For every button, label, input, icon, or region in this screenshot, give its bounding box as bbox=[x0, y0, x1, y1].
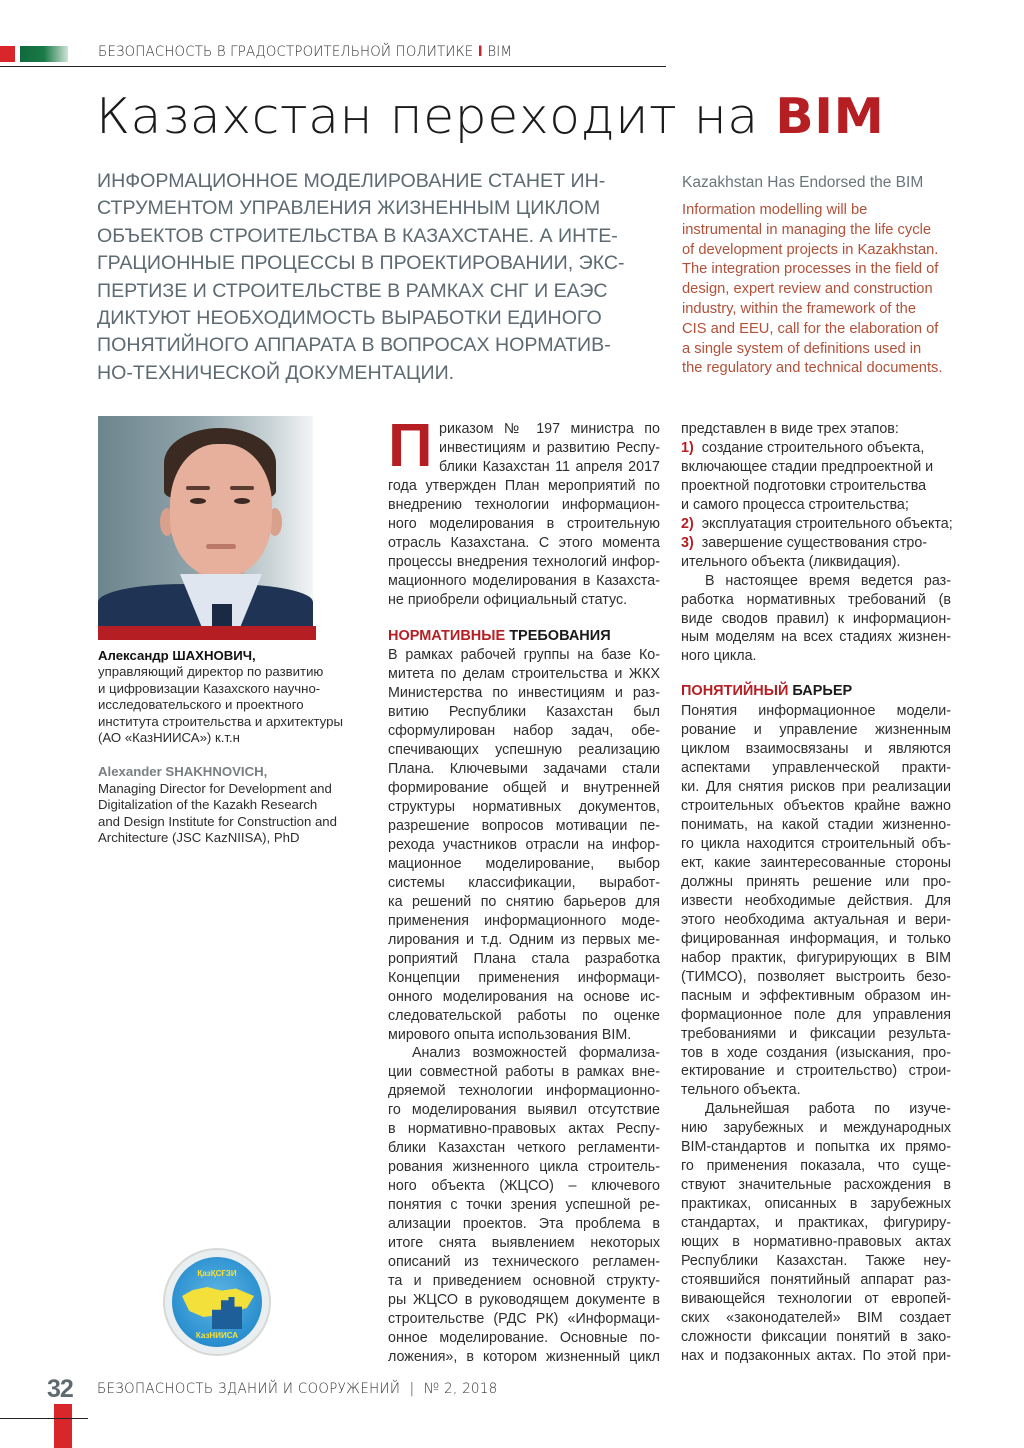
body-column-1 bbox=[388, 477, 660, 1367]
kazniisa-logo bbox=[163, 1248, 271, 1356]
text-line: Дальнейшая работа по изуче- bbox=[705, 1101, 951, 1118]
subheading-black: ТРЕБОВАНИЯ bbox=[509, 627, 611, 644]
author-role-en: Managing Director for Development and bbox=[98, 780, 332, 796]
text-line: не приобрели официальный статус. bbox=[388, 591, 628, 608]
text-line: лирования и т.д. Одним из первых ме- bbox=[388, 931, 660, 948]
stage-text: эксплуатация строительного объекта; bbox=[701, 515, 953, 532]
title-accent: BIM bbox=[775, 88, 885, 145]
english-line: CIS and EEU, call for the elaboration of bbox=[682, 320, 939, 337]
text-line: строительстве (РДС РК) «Информаци- bbox=[388, 1310, 660, 1327]
lead-line: СТРУМЕНТОМ УПРАВЛЕНИЯ ЖИЗНЕННЫМ ЦИКЛОМ bbox=[97, 197, 601, 220]
article-title bbox=[96, 88, 884, 145]
author-role-en: and Design Institute for Construction and bbox=[98, 813, 337, 829]
text-line: ложения», в котором жизненный цикл bbox=[388, 1348, 660, 1365]
lead-line: ИНФОРМАЦИОННОЕ МОДЕЛИРОВАНИЕ СТАНЕТ ИН- bbox=[97, 170, 606, 192]
author-role-ru: института строительства и архитектуры bbox=[98, 713, 343, 729]
logo-emblem bbox=[172, 1257, 262, 1347]
body-column-2 bbox=[681, 420, 951, 1366]
english-line: instrumental in managing the life cycle bbox=[682, 221, 931, 238]
header-red-block bbox=[0, 46, 15, 62]
stage-number: 3) bbox=[681, 534, 694, 551]
author-role-en: Architecture (JSC KazNIISA), PhD bbox=[98, 830, 300, 846]
text-line: (ТИМСО), позволяет выстроить безо- bbox=[681, 968, 951, 985]
text-line: ектирование и строительство) строи- bbox=[681, 1063, 951, 1080]
author-role-en: Digitalization of the Kazakh Research bbox=[98, 797, 318, 813]
text-line: онное моделирование. Основные по- bbox=[388, 1329, 660, 1346]
text-line: блики Казахстан 11 апреля 2017 bbox=[439, 458, 660, 475]
section-header bbox=[98, 44, 512, 60]
photo-brow bbox=[186, 486, 210, 490]
text-line: ект, какие заинтересованные стороны bbox=[681, 854, 951, 871]
text-line: рование и управление жизненным bbox=[681, 722, 951, 739]
english-title: Kazakhstan Has Endorsed the BIM bbox=[682, 174, 924, 191]
subheading-black: БАРЬЕР bbox=[792, 683, 853, 700]
text-line: понятия с точки зрения успешной ре- bbox=[388, 1197, 660, 1214]
section-separator: I bbox=[477, 44, 483, 60]
text-line: мационного моделирования в Казахста- bbox=[388, 572, 660, 589]
text-line: внедрению технологии информацион- bbox=[388, 496, 660, 513]
text-line: разрешение вопросов мотивации пе- bbox=[388, 818, 660, 835]
text-line: практиках, описанных в зарубежных bbox=[681, 1196, 951, 1213]
author-name-ru: Александр ШАХНОВИЧ, bbox=[98, 648, 256, 663]
text-line: нах и подзаконных актах. По этой при- bbox=[681, 1347, 951, 1364]
text-line: онного моделирования на основе ис- bbox=[388, 988, 660, 1005]
text-line: ализации проектов. Эта проблема в bbox=[388, 1216, 660, 1233]
text-line: Понятия информационное модели- bbox=[681, 703, 951, 720]
text-line: ции совместной работы в рамках вне- bbox=[388, 1064, 660, 1081]
subheading-red: НОРМАТИВНЫЕ bbox=[388, 627, 506, 644]
text-line: ских «законодателей» BIM создает bbox=[681, 1309, 951, 1326]
text-line: вивающейся технологии от европей- bbox=[681, 1290, 951, 1307]
footer-separator: | bbox=[409, 1381, 415, 1397]
author-photo bbox=[98, 416, 313, 628]
text-line: рования жизненного цикла строитель- bbox=[388, 1159, 660, 1176]
text-line: проектной подготовки строительства bbox=[681, 477, 927, 494]
text-line: мирового опыта использования BIM. bbox=[388, 1026, 632, 1043]
text-line: года утвержден План мероприятий по bbox=[388, 477, 660, 494]
text-line: структуры нормативных документов, bbox=[388, 799, 660, 816]
photo-accent-bar bbox=[98, 626, 316, 640]
author-role-ru: (АО «КазНИИСА») к.т.н bbox=[98, 730, 240, 746]
text-line: и самого процесса строительства; bbox=[681, 496, 909, 513]
author-role-ru: и цифровизации Казахского научно- bbox=[98, 680, 321, 696]
lead-line: НО-ТЕХНИЧЕСКОЙ ДОКУМЕНТАЦИИ. bbox=[97, 361, 455, 384]
text-line: дряемой технологии информационно- bbox=[388, 1083, 660, 1100]
text-line: тельного объекта. bbox=[681, 1082, 801, 1099]
text-line: строительных объектов крайне важно bbox=[681, 798, 951, 815]
text-line: спечивающих успешную реализацию bbox=[388, 742, 660, 759]
text-line: Республики Казахстан. Также неу- bbox=[681, 1252, 951, 1269]
text-line: тов в ходе создания (изыскания, про- bbox=[681, 1044, 951, 1061]
photo-eye bbox=[190, 498, 206, 504]
text-line: нию зарубежных и международных bbox=[681, 1120, 951, 1137]
text-line: Плана. Ключевыми задачами стали bbox=[388, 761, 660, 778]
text-line: ки. Для снятия рисков при реализации bbox=[681, 779, 951, 796]
text-line: мационное моделирование, выбор bbox=[388, 855, 660, 872]
text-line: требованиями и фиксации результа- bbox=[681, 1025, 951, 1042]
text-line: формационное поле для управления bbox=[681, 1006, 951, 1023]
article-lead bbox=[97, 168, 657, 387]
footer-magazine bbox=[97, 1381, 498, 1397]
magazine-title: БЕЗОПАСНОСТЬ ЗДАНИЙ И СООРУЖЕНИЙ bbox=[97, 1381, 401, 1397]
lead-line: ПЕРТИЗЕ И СТРОИТЕЛЬСТВЕ В РАМКАХ СНГ И ЕАЭС bbox=[97, 279, 608, 302]
text-line: Анализ возможностей формализа- bbox=[412, 1045, 660, 1062]
text-line: В настоящее время ведется раз- bbox=[705, 572, 951, 589]
english-line: industry, within the framework of the bbox=[682, 300, 917, 317]
text-line: понимать, на какой стадии жизненно- bbox=[681, 817, 951, 834]
stage-number: 2) bbox=[681, 515, 694, 532]
text-line: ка решений по снятию барьеров для bbox=[388, 893, 660, 910]
text-line: рехода участников отрасли на инфор- bbox=[388, 837, 660, 853]
text-line: формирование общей и внутренней bbox=[388, 780, 660, 797]
english-line: a single system of definitions used in bbox=[682, 340, 922, 357]
section-tag: BIM bbox=[487, 44, 513, 60]
text-line: BIM-стандартов и попытка их прямо- bbox=[681, 1139, 951, 1156]
text-line: процессы внедрения технологий инфор- bbox=[388, 553, 660, 570]
header-green-block bbox=[20, 46, 68, 62]
english-line: of development projects in Kazakhstan. bbox=[682, 241, 939, 258]
author-name-en: Alexander SHAKHNOVICH, bbox=[98, 764, 268, 780]
text-line: сложности фиксации понятий в зако- bbox=[681, 1328, 951, 1345]
text-line: в нормативно-правовых актах Респу- bbox=[388, 1121, 660, 1138]
stage-item bbox=[681, 534, 951, 553]
logo-bottom-text: КазНИИСА bbox=[195, 1331, 239, 1340]
text-line: риказом № 197 министра по bbox=[439, 421, 660, 437]
stage-item bbox=[681, 515, 951, 534]
author-bio bbox=[98, 648, 368, 846]
text-line: ным моделям на всех стадиях жизнен- bbox=[681, 629, 951, 646]
text-line: ры ЖЦСО в руководящем документе в bbox=[388, 1291, 660, 1308]
text-line: описаний из технического регламен- bbox=[388, 1253, 660, 1270]
text-line: блики Казахстан четкого регламенти- bbox=[388, 1140, 660, 1157]
text-line: циклом взаимосвязаны и являются bbox=[681, 741, 951, 758]
section-title: БЕЗОПАСНОСТЬ В ГРАДОСТРОИТЕЛЬНОЙ ПОЛИТИКЕ bbox=[98, 44, 474, 60]
text-line: извести необходимые действия. Для bbox=[681, 892, 951, 909]
stage-item bbox=[681, 439, 951, 458]
text-line: ного цикла. bbox=[681, 648, 757, 665]
lead-line: ДИКТУЮТ НЕОБХОДИМОСТЬ ВЫРАБОТКИ ЕДИНОГО bbox=[97, 307, 602, 330]
english-line: the regulatory and technical documents. bbox=[682, 360, 943, 377]
english-line: design, expert review and construction bbox=[682, 281, 933, 298]
author-role-ru: управляющий директор по развитию bbox=[98, 664, 324, 680]
issue-number: № 2, 2018 bbox=[423, 1381, 498, 1397]
text-line: митета по делам строительства и ЖКХ bbox=[388, 666, 660, 683]
text-line: пасным и эффективным образом ин- bbox=[681, 987, 951, 1004]
text-line: сформулирован набор задач, обе- bbox=[388, 723, 660, 740]
lead-line: ОБЪЕКТОВ СТРОИТЕЛЬСТВА В КАЗАХСТАНЕ. А ИНТЕ- bbox=[97, 224, 618, 247]
english-line: The integration processes in the field of bbox=[682, 261, 939, 278]
text-line: ительного объекта (ликвидация). bbox=[681, 553, 901, 570]
text-line: виде сводов правил) к информацион- bbox=[681, 610, 951, 627]
text-line: представлен в виде трех этапов: bbox=[681, 421, 899, 437]
text-line: этого необходима актуальная и вери- bbox=[681, 911, 951, 928]
logo-top-text: ҚазҚСҒЗИ bbox=[197, 1269, 237, 1278]
text-line: В рамках рабочей группы на базе Ко- bbox=[388, 647, 660, 664]
text-line: го цикла находится строительный объ- bbox=[681, 836, 951, 853]
text-line: Концепции применения информаци- bbox=[388, 969, 660, 986]
dropcap-lines bbox=[439, 420, 660, 477]
text-line: включающее стадии предпроектной и bbox=[681, 458, 934, 475]
text-line: итоге снята выявлением некоторых bbox=[388, 1235, 660, 1252]
author-role-ru: исследовательского и проектного bbox=[98, 697, 304, 713]
stage-text: завершение существования стро- bbox=[701, 534, 928, 551]
text-line: аспектами управленческой практи- bbox=[681, 760, 951, 777]
header-rule bbox=[0, 66, 666, 67]
photo-eye bbox=[234, 498, 250, 504]
stage-number: 1) bbox=[681, 439, 694, 456]
text-line: го применения показала, что суще- bbox=[681, 1158, 951, 1175]
photo-brow bbox=[230, 486, 254, 490]
text-line: стандартах, и практиках, фигуриру- bbox=[681, 1215, 951, 1232]
text-line: роприятий Плана стала разработка bbox=[388, 950, 660, 967]
text-line: ного объекта (ЖЦСО) – ключевого bbox=[388, 1178, 660, 1195]
text-line: инвестициям и развитию Респу- bbox=[439, 439, 660, 456]
text-line: Министерства по инвестициям и раз- bbox=[388, 685, 660, 702]
text-line: следовательской работы по оценке bbox=[388, 1007, 660, 1024]
lead-line: ПОНЯТИЙНОГО АППАРАТА В ВОПРОСАХ НОРМАТИВ- bbox=[97, 334, 611, 357]
subheading-requirements bbox=[388, 627, 660, 646]
footer-red-block bbox=[54, 1404, 72, 1448]
photo-tie bbox=[212, 604, 232, 628]
subheading-barrier bbox=[681, 682, 951, 701]
lead-line: ГРАЦИОННЫЕ ПРОЦЕССЫ В ПРОЕКТИРОВАНИИ, ЭКС- bbox=[97, 252, 625, 275]
text-line: фицированная информация, и только bbox=[681, 930, 951, 947]
english-abstract bbox=[682, 201, 967, 379]
text-line: та и приведением основной структу- bbox=[388, 1272, 660, 1289]
subheading-red: ПОНЯТИЙНЫЙ bbox=[681, 683, 789, 700]
page-number: 32 bbox=[47, 1375, 73, 1403]
text-line: витию Республики Казахстан был bbox=[388, 704, 660, 721]
text-line: отрасль Казахстана. С этого момента bbox=[388, 534, 660, 551]
text-line: системы классификации, выработ- bbox=[388, 874, 660, 891]
photo-mouth bbox=[206, 544, 236, 549]
photo-face bbox=[170, 444, 272, 576]
text-line: работка нормативных требований (в bbox=[681, 591, 951, 608]
text-line: го моделирования выявил отсутствие bbox=[388, 1102, 660, 1119]
text-line: применения информационного моде- bbox=[388, 912, 660, 929]
text-line: ного моделирования в строительную bbox=[388, 515, 660, 532]
bio-spacer bbox=[98, 746, 368, 764]
text-line: должны принять решение или про- bbox=[681, 873, 951, 890]
english-line: Information modelling will be bbox=[682, 202, 868, 218]
text-line: набор практик, фигурирующих в BIM bbox=[681, 949, 951, 966]
text-line: ствуют значительные расхождения в bbox=[681, 1177, 951, 1194]
stage-text: создание строительного объекта, bbox=[701, 439, 925, 456]
drop-cap: П bbox=[388, 424, 433, 468]
text-line: ющих в нормативно-правовых актах bbox=[681, 1234, 951, 1251]
footer-rule bbox=[0, 1418, 88, 1419]
title-text: Казахстан переходит на bbox=[96, 88, 759, 145]
text-line: стоявшийся понятийный аппарат раз- bbox=[681, 1271, 951, 1288]
